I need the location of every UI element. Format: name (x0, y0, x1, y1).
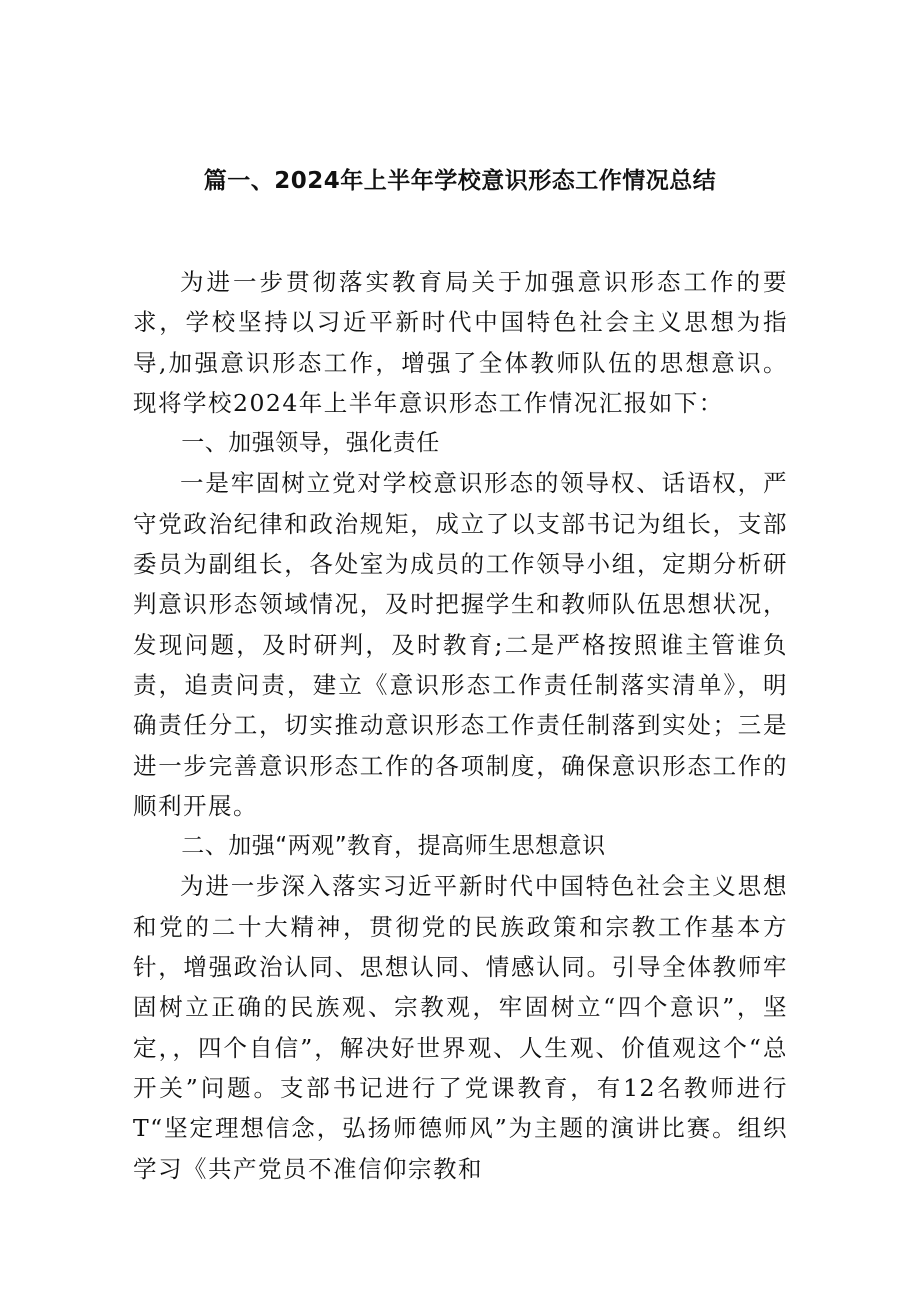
intro-paragraph: 为进一步贯彻落实教育局关于加强意识形态工作的要求，学校坚持以习近平新时代中国特色社会主义思想为指导,加强意识形态工作，增强了全体教师队伍的思想意识。现将学校2024年上半年意识形态工作情况汇报如下： (133, 268, 788, 417)
section-paragraph-2: 为进一步深入落实习近平新时代中国特色社会主义思想和党的二十大精神，贯彻党的民族政策和宗教工作基本方针，增强政治认同、思想认同、情感认同。引导全体教师牢固树立正确的民族观、宗教观，牢固树立“四个意识”，坚定，，四个自信”，解决好世界观、人生观、价值观这个“总开关”问题。支部书记进行了党课教育，有12名教师进行T“坚定理想信念，弘扬师德师风”为主题的演讲比赛。组织学习《共产党员不准信仰宗教和 (133, 872, 788, 1183)
section-paragraph-1: 一是牢固树立党对学校意识形态的领导权、话语权，严守党政治纪律和政治规矩，成立了以支部书记为组长，支部委员为副组长，各处室为成员的工作领导小组，定期分析研判意识形态领域情况，及时把握学生和教师队伍思想状况，发现问题，及时研判，及时教育;二是严格按照谁主管谁负责，追责问责，建立《意识形态工作责任制落实清单》，明确责任分工，切实推动意识形态工作责任制落到实处；三是进一步完善意识形态工作的各项制度，确保意识形态工作的顺利开展。 (133, 469, 788, 820)
document-title: 篇一、2024年上半年学校意识形态工作情况总结 (203, 168, 717, 194)
section-heading-1: 一、加强领导，强化责任 (181, 430, 440, 457)
section-heading-2: 二、加强“两观”教育，提高师生思想意识 (181, 833, 606, 860)
document-body (133, 262, 788, 1189)
